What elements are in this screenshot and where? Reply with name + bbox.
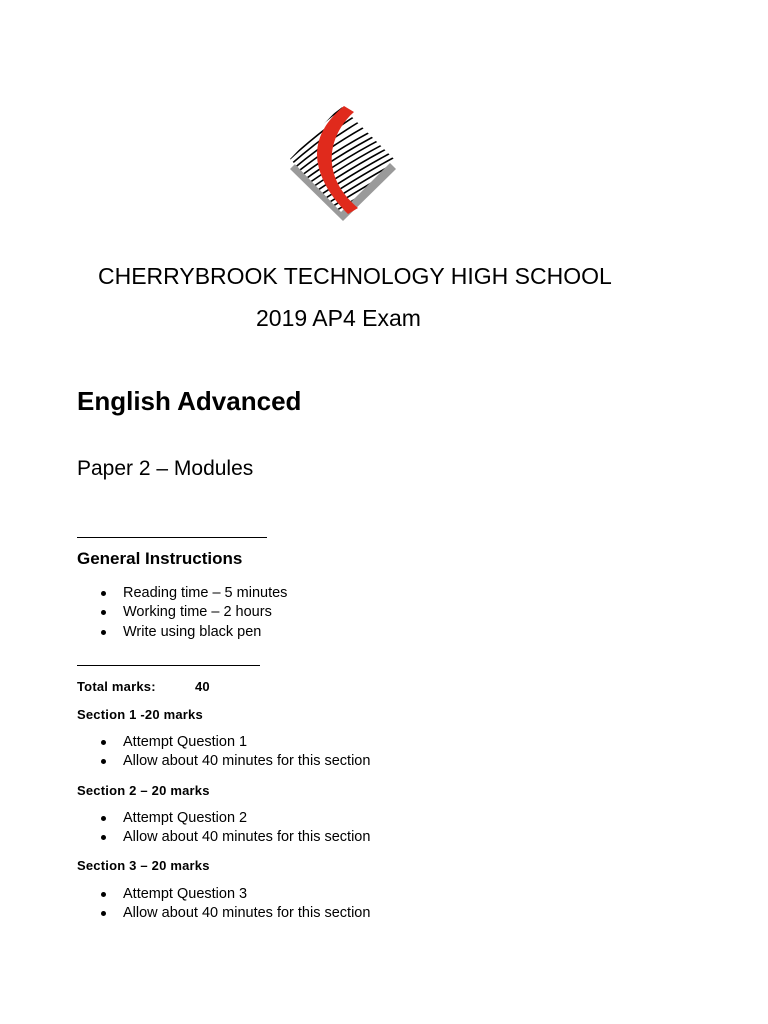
general-instructions-heading: General Instructions (77, 549, 243, 568)
subject-title: English Advanced (77, 386, 302, 416)
list-item: Attempt Question 1 (77, 733, 370, 752)
divider-line (77, 665, 260, 666)
school-logo (288, 104, 398, 222)
list-item: Working time – 2 hours (77, 603, 287, 622)
total-marks (77, 679, 210, 694)
list-item: Reading time – 5 minutes (77, 584, 287, 603)
section-3-title: Section 3 – 20 marks (77, 858, 210, 873)
total-marks-label: Total marks: (77, 679, 156, 694)
paper-title: Paper 2 – Modules (77, 457, 254, 480)
total-marks-value: 40 (195, 679, 210, 694)
divider-line (77, 537, 267, 538)
list-item: Allow about 40 minutes for this section (77, 752, 370, 771)
section-1-title: Section 1 -20 marks (77, 707, 203, 722)
exam-name: 2019 AP4 Exam (256, 305, 421, 331)
general-instructions-list (77, 584, 287, 642)
list-item: Attempt Question 3 (77, 885, 370, 904)
list-item: Attempt Question 2 (77, 809, 370, 828)
section-3-list (77, 885, 370, 924)
school-name: CHERRYBROOK TECHNOLOGY HIGH SCHOOL (98, 263, 612, 289)
list-item: Allow about 40 minutes for this section (77, 828, 370, 847)
list-item: Write using black pen (77, 623, 287, 642)
section-2-title: Section 2 – 20 marks (77, 783, 210, 798)
section-2-list (77, 809, 370, 848)
section-1-list (77, 733, 370, 772)
list-item: Allow about 40 minutes for this section (77, 904, 370, 923)
